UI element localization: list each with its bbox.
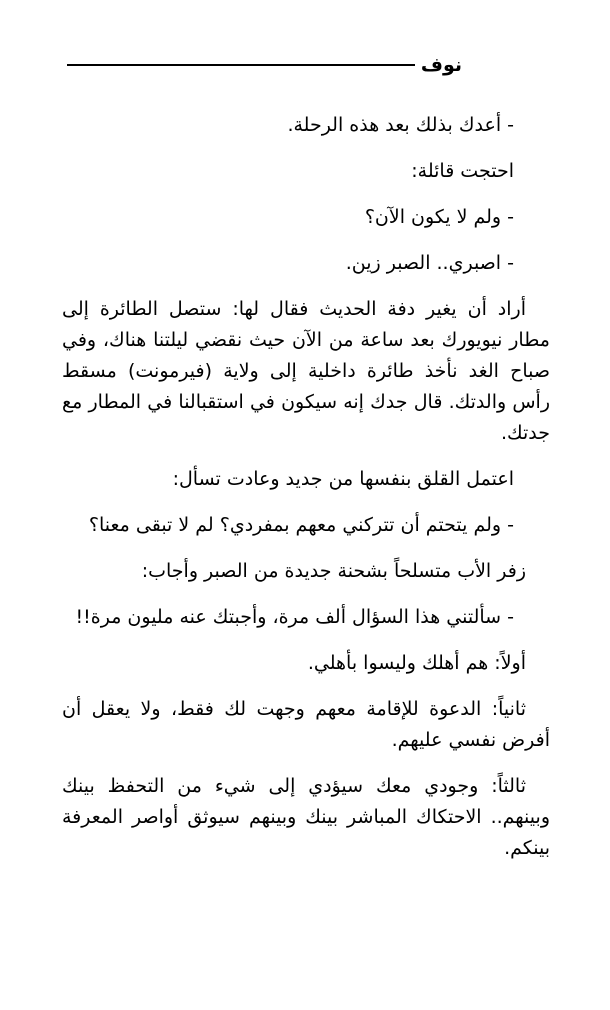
paragraph-narration: زفر الأب متسلحاً بشحنة جديدة من الصبر وأجاب: bbox=[141, 560, 526, 582]
paragraph-narration: احتجت قائلة: bbox=[411, 160, 514, 182]
page-body bbox=[62, 110, 550, 879]
paragraph-dialogue: - سألتني هذا السؤال ألف مرة، وأجبتك عنه مليون مرة!! bbox=[75, 606, 514, 628]
list-item-third: ثالثاً: وجودي معك سيؤدي إلى شيء من التحفظ بينك وبينهم.. الاحتكاك المباشر بينك وبينهم سيوثق أواصر المعرفة بينكم. bbox=[62, 775, 550, 859]
paragraph-narration: أراد أن يغير دفة الحديث فقال لها: ستصل الطائرة إلى مطار نيويورك بعد ساعة من الآن حيث نقضي ليلتنا هناك، وفي صباح الغد نأخذ طائرة داخلية إلى ولاية (فيرمونت) مسقط رأس والدتك. قال جدك إنه سيكون في استقبالنا في المطار مع جدتك. bbox=[62, 298, 550, 444]
paragraph-dialogue: - اصبري.. الصبر زين. bbox=[345, 252, 514, 274]
paragraph-narration: اعتمل القلق بنفسها من جديد وعادت تسأل: bbox=[172, 468, 514, 490]
list-item-first: أولاً: هم أهلك وليسوا بأهلي. bbox=[307, 652, 526, 674]
paragraph-dialogue: - أعدك بذلك بعد هذه الرحلة. bbox=[287, 114, 514, 136]
header-rule bbox=[67, 64, 415, 66]
paragraph-dialogue: - ولم لا يكون الآن؟ bbox=[364, 206, 514, 228]
running-header bbox=[62, 50, 462, 80]
list-item-second: ثانياً: الدعوة للإقامة معهم وجهت لك فقط، ولا يعقل أن أفرض نفسي عليهم. bbox=[62, 698, 550, 751]
paragraph-dialogue: - ولم يتحتم أن تتركني معهم بمفردي؟ لم لا تبقى معنا؟ bbox=[88, 514, 514, 536]
header-title: نوف bbox=[420, 54, 462, 76]
